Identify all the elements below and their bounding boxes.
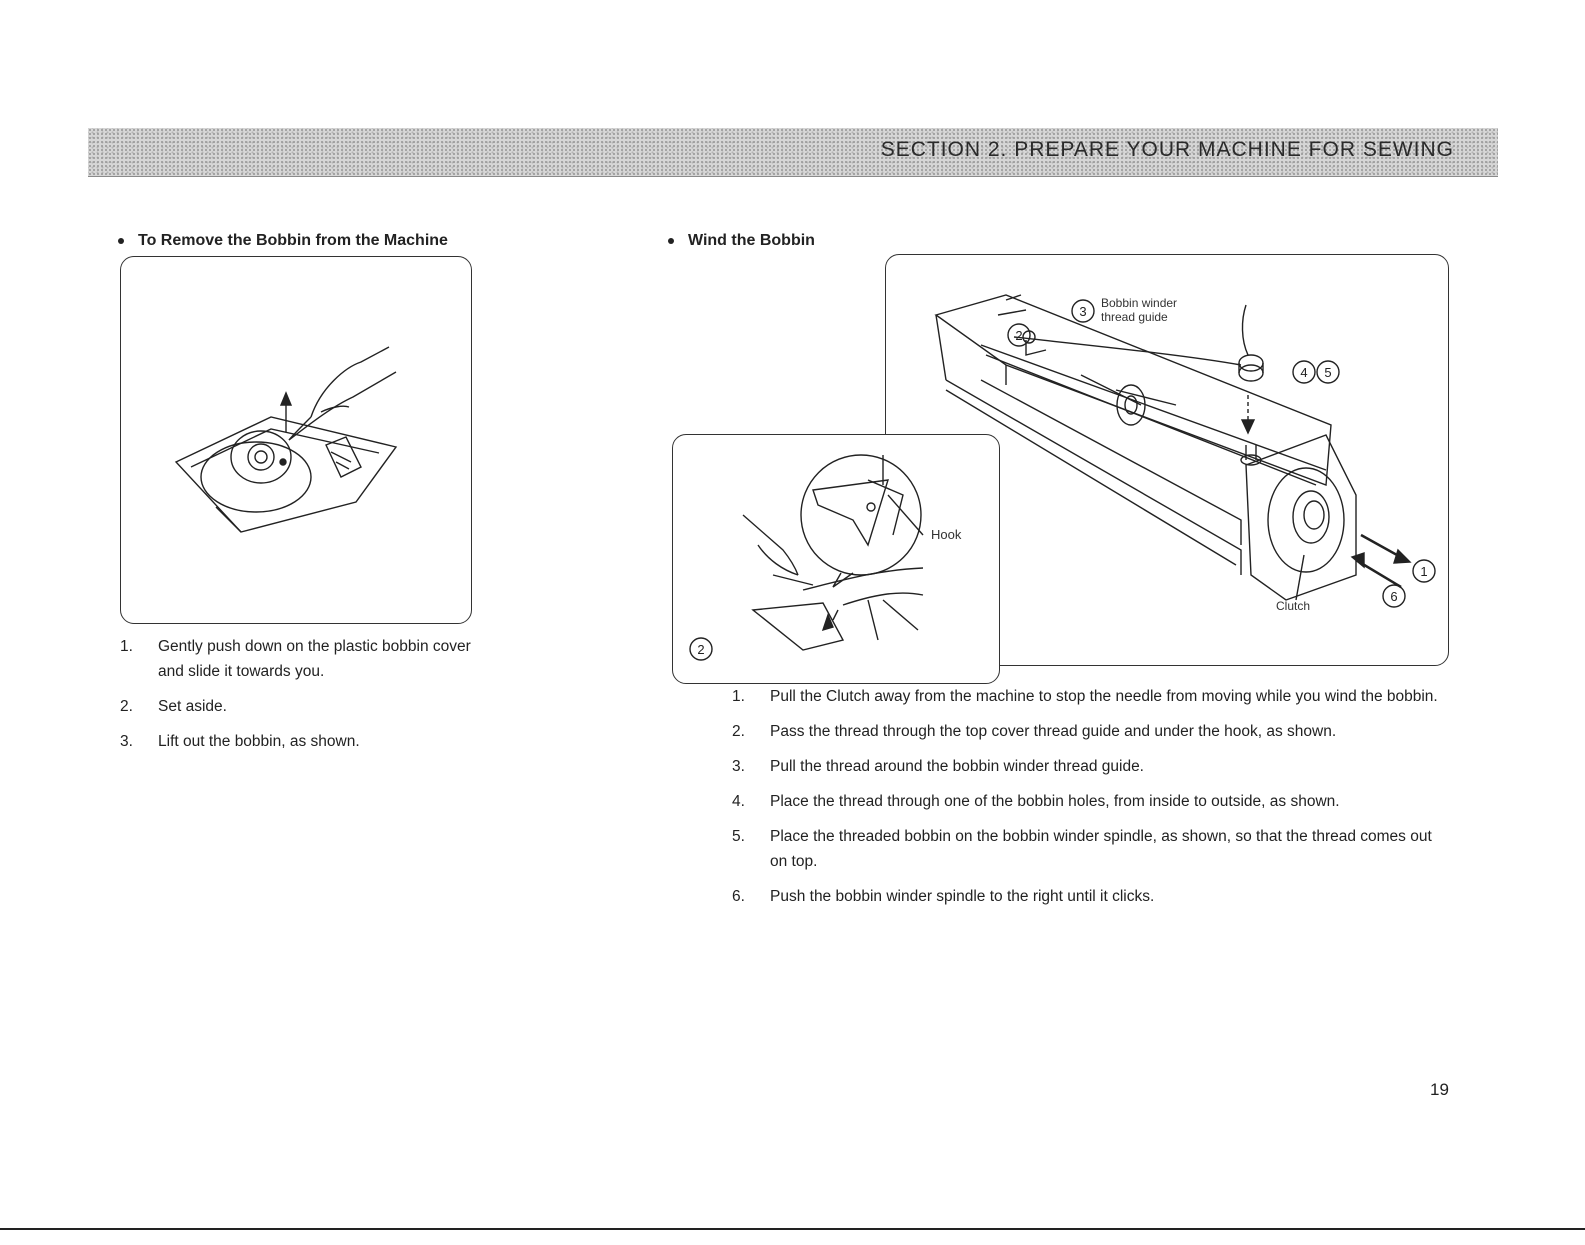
callout-4: 4 (1300, 365, 1308, 380)
bobbin-removal-illustration-frame (120, 256, 472, 624)
step-text: Pull the Clutch away from the machine to stop the needle from moving while you wind the bobbin. (770, 688, 1438, 705)
section-title: SECTION 2. PREPARE YOUR MACHINE FOR SEWING (880, 138, 1454, 161)
list-item (120, 634, 472, 684)
callout-2-inset: 2 (697, 642, 705, 657)
list-item (732, 754, 1452, 779)
bobbin-winder-label-line1: Bobbin winder (1101, 296, 1178, 310)
step-number: 3. (732, 758, 745, 775)
step-text: Gently push down on the plastic bobbin cover and slide it towards you. (158, 638, 471, 680)
step-text: Set aside. (158, 698, 227, 715)
bobbin-winder-label-line2: thread guide (1101, 310, 1168, 324)
list-item (732, 824, 1452, 874)
left-heading-text: To Remove the Bobbin from the Machine (138, 232, 448, 249)
step-number: 1. (732, 688, 745, 705)
list-item (120, 729, 472, 754)
callout-1: 1 (1420, 564, 1428, 579)
bottom-rule (0, 1228, 1585, 1230)
bullet-icon (118, 238, 124, 244)
hook-label: Hook (931, 527, 962, 542)
step-text: Push the bobbin winder spindle to the right until it clicks. (770, 888, 1155, 905)
step-number: 1. (120, 638, 133, 655)
step-number: 2. (120, 698, 133, 715)
list-item (732, 789, 1452, 814)
bullet-icon (668, 238, 674, 244)
list-item (120, 694, 472, 719)
bobbin-removal-illustration (121, 257, 471, 623)
clutch-label: Clutch (1276, 599, 1311, 613)
step-text: Lift out the bobbin, as shown. (158, 733, 360, 750)
callout-2: 2 (1015, 328, 1023, 343)
step-text: Place the thread through one of the bobbin holes, from inside to outside, as shown. (770, 793, 1340, 810)
left-steps-list (120, 634, 472, 764)
callout-3: 3 (1079, 304, 1087, 319)
step-number: 2. (732, 723, 745, 740)
step-text: Place the threaded bobbin on the bobbin winder spindle, as shown, so that the thread comes out on top. (770, 828, 1432, 870)
step-number: 5. (732, 828, 745, 845)
list-item (732, 884, 1452, 909)
list-item (732, 719, 1452, 744)
step-number: 4. (732, 793, 745, 810)
hook-detail-illustration (673, 435, 999, 683)
list-item (732, 684, 1452, 709)
step-number: 3. (120, 733, 133, 750)
left-heading (118, 232, 448, 250)
step-text: Pull the thread around the bobbin winder thread guide. (770, 758, 1144, 775)
step-number: 6. (732, 888, 745, 905)
right-heading-text: Wind the Bobbin (688, 232, 815, 249)
callout-5: 5 (1324, 365, 1332, 380)
right-steps-list (732, 684, 1452, 919)
page-number: 19 (1430, 1080, 1449, 1099)
step-text: Pass the thread through the top cover thread guide and under the hook, as shown. (770, 723, 1337, 740)
right-heading (668, 232, 815, 250)
section-banner (88, 128, 1498, 177)
hook-detail-inset-frame (672, 434, 1000, 684)
callout-6: 6 (1390, 589, 1398, 604)
